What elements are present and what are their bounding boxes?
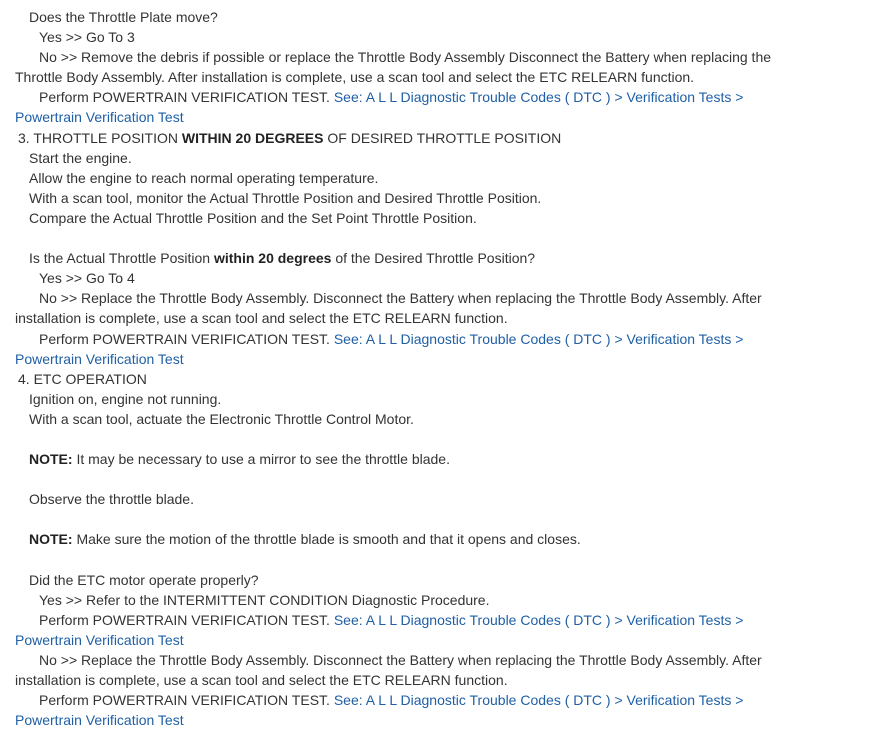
perform-verification-4 xyxy=(15,690,885,710)
perform-text: Perform POWERTRAIN VERIFICATION TEST. xyxy=(39,611,334,628)
step-3-bold: WITHIN 20 DEGREES xyxy=(181,129,324,146)
perform-text: Perform POWERTRAIN VERIFICATION TEST. xyxy=(39,692,334,709)
verification-link-3a[interactable]: See: A L L Diagnostic Trouble Codes ( DTC ) > Verification Tests > xyxy=(333,611,744,628)
answer-no-replace-line2-b: installation is complete, use a scan tool and select the ETC RELEARN function. xyxy=(15,672,508,689)
verification-link-row-2 xyxy=(15,349,885,369)
verification-link-2b[interactable]: Powertrain Verification Test xyxy=(15,350,184,367)
spacer xyxy=(15,429,885,449)
answer-no-replace-line1-a: No >> Replace the Throttle Body Assembly. Disconnect the Battery when replacing the Throttle Body Assembly. After xyxy=(39,290,762,307)
answer-no-replace-line2-a: installation is complete, use a scan tool and select the ETC RELEARN function. xyxy=(15,310,508,327)
answer-no-remove-debris-line2: Throttle Body Assembly. After installation is complete, use a scan tool and select the ETC RELEARN function. xyxy=(15,69,695,86)
question-within-bold: within 20 degrees xyxy=(213,250,332,267)
note-label: NOTE: xyxy=(29,451,73,468)
observe-blade: Observe the throttle blade. xyxy=(29,491,194,508)
question-within-a: Is the Actual Throttle Position xyxy=(29,250,214,267)
document-body xyxy=(15,7,885,730)
note-mirror xyxy=(15,449,885,469)
spacer xyxy=(15,469,885,489)
question-etc-operate: Did the ETC motor operate properly? xyxy=(29,571,259,588)
question-within-b: of the Desired Throttle Position? xyxy=(331,250,536,267)
perform-verification-2 xyxy=(15,329,885,349)
note-smooth xyxy=(15,529,885,549)
answer-no-remove-debris-line1: No >> Remove the debris if possible or replace the Throttle Body Assembly Disconnect the Battery when replacing the xyxy=(39,49,772,66)
answer-yes-go-to-3: Yes >> Go To 3 xyxy=(39,29,135,46)
ignition-on: Ignition on, engine not running. xyxy=(29,390,222,407)
note-mirror-text: It may be necessary to use a mirror to see the throttle blade. xyxy=(72,451,450,468)
start-engine: Start the engine. xyxy=(29,149,132,166)
actuate-motor: With a scan tool, actuate the Electronic Throttle Control Motor. xyxy=(29,410,414,427)
verification-link-row-1 xyxy=(15,107,885,127)
question-within-20 xyxy=(15,248,885,268)
verification-link-1a[interactable]: See: A L L Diagnostic Trouble Codes ( DTC ) > Verification Tests > xyxy=(333,89,744,106)
step-3-heading xyxy=(15,128,885,148)
verification-link-row-3 xyxy=(15,630,885,650)
spacer xyxy=(15,228,885,248)
perform-text: Perform POWERTRAIN VERIFICATION TEST. xyxy=(39,89,334,106)
spacer xyxy=(15,550,885,570)
spacer xyxy=(15,509,885,529)
perform-verification-3 xyxy=(15,610,885,630)
perform-verification-1 xyxy=(15,87,885,107)
question-throttle-plate: Does the Throttle Plate move? xyxy=(29,9,218,25)
step-4-heading: 4. ETC OPERATION xyxy=(18,370,147,387)
monitor-throttle: With a scan tool, monitor the Actual Throttle Position and Desired Throttle Position. xyxy=(29,189,542,206)
step-3-rest: OF DESIRED THROTTLE POSITION xyxy=(323,129,562,146)
note-smooth-text: Make sure the motion of the throttle blade is smooth and that it opens and closes. xyxy=(72,531,581,548)
step-3-number: 3. THROTTLE POSITION xyxy=(18,129,182,146)
verification-link-2a[interactable]: See: A L L Diagnostic Trouble Codes ( DTC ) > Verification Tests > xyxy=(333,330,744,347)
answer-yes-go-to-4: Yes >> Go To 4 xyxy=(39,270,135,287)
answer-yes-intermittent: Yes >> Refer to the INTERMITTENT CONDITION Diagnostic Procedure. xyxy=(39,591,490,608)
answer-no-replace-line1-b: No >> Replace the Throttle Body Assembly. Disconnect the Battery when replacing the Throttle Body Assembly. After xyxy=(39,652,762,668)
verification-link-row-4 xyxy=(15,710,885,730)
verification-link-1b[interactable]: Powertrain Verification Test xyxy=(15,109,184,126)
verification-link-3b[interactable]: Powertrain Verification Test xyxy=(15,631,184,648)
perform-text: Perform POWERTRAIN VERIFICATION TEST. xyxy=(39,330,334,347)
compare-throttle: Compare the Actual Throttle Position and the Set Point Throttle Position. xyxy=(29,209,477,226)
verification-link-4b[interactable]: Powertrain Verification Test xyxy=(15,712,184,729)
allow-temp: Allow the engine to reach normal operating temperature. xyxy=(29,169,379,186)
verification-link-4a[interactable]: See: A L L Diagnostic Trouble Codes ( DTC ) > Verification Tests > xyxy=(333,692,744,709)
note-label: NOTE: xyxy=(29,531,73,548)
